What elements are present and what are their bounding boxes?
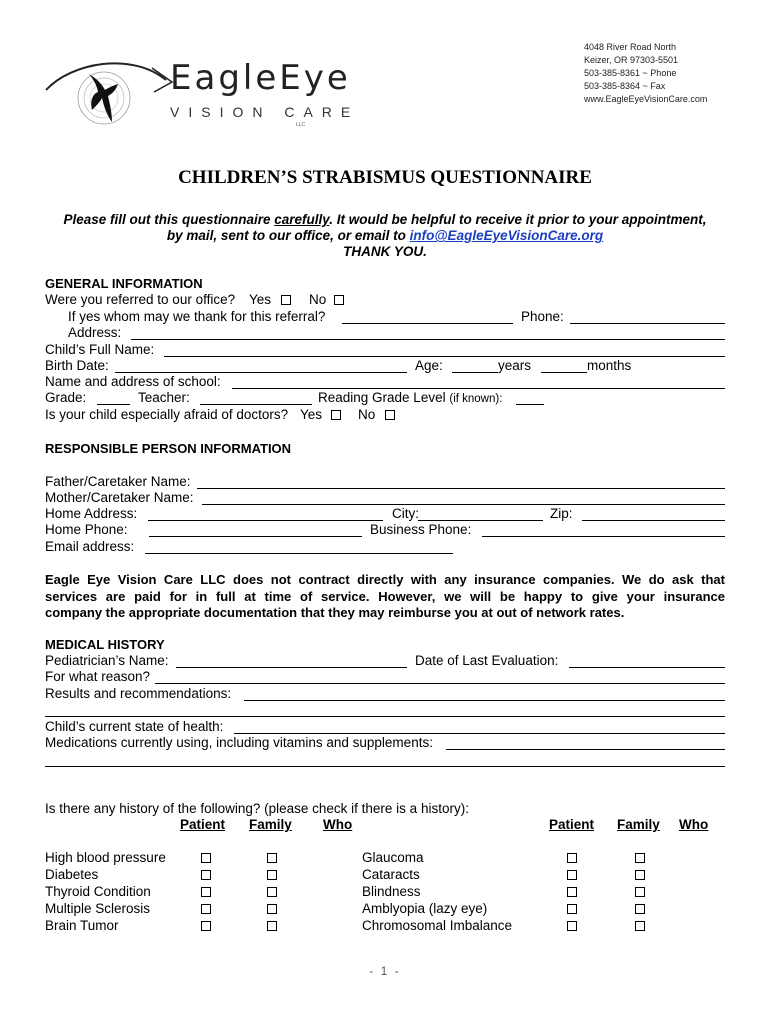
medications-field-line2[interactable] bbox=[45, 766, 725, 767]
family-checkbox[interactable] bbox=[635, 870, 645, 880]
zip-field[interactable] bbox=[582, 520, 725, 521]
mother-label: Mother/Caretaker Name: bbox=[45, 490, 194, 505]
contact-web: www.EagleEyeVisionCare.com bbox=[584, 94, 708, 104]
intro-line2: by mail, sent to our office, or email to bbox=[166, 228, 410, 243]
patient-checkbox[interactable] bbox=[201, 887, 211, 897]
school-field[interactable] bbox=[232, 388, 725, 389]
col-family-right: Family bbox=[617, 817, 660, 832]
logo bbox=[42, 50, 360, 136]
family-checkbox[interactable] bbox=[635, 904, 645, 914]
father-field[interactable] bbox=[197, 488, 725, 489]
patient-checkbox[interactable] bbox=[201, 853, 211, 863]
afraid-yes-label: Yes bbox=[300, 407, 323, 422]
referral-whom-field[interactable] bbox=[342, 323, 513, 324]
referral-address-label: Address: bbox=[68, 325, 122, 340]
col-patient-right: Patient bbox=[549, 817, 595, 832]
patient-checkbox[interactable] bbox=[201, 904, 211, 914]
condition-left: Brain Tumor bbox=[45, 918, 119, 933]
intro-text: Please fill out this questionnaire bbox=[63, 212, 275, 227]
age-years-field[interactable] bbox=[452, 372, 498, 373]
medications-field[interactable] bbox=[446, 749, 725, 750]
last-eval-label: Date of Last Evaluation: bbox=[415, 653, 559, 668]
reading-level-label: Reading Grade Level (if known): bbox=[318, 390, 503, 405]
patient-checkbox[interactable] bbox=[567, 853, 577, 863]
zip-label: Zip: bbox=[550, 506, 573, 521]
col-family-left: Family bbox=[249, 817, 292, 832]
patient-checkbox[interactable] bbox=[201, 921, 211, 931]
birth-date-label: Birth Date: bbox=[45, 358, 109, 373]
reason-field[interactable] bbox=[155, 683, 725, 684]
insurance-line2: services are paid for in full at time of service. However, we will be happy to give your insurance bbox=[45, 588, 725, 604]
referral-whom-label: If yes whom may we thank for this referral? bbox=[68, 309, 326, 324]
history-prompt: Is there any history of the following? (please check if there is a history): bbox=[45, 801, 469, 816]
condition-right: Amblyopia (lazy eye) bbox=[362, 901, 488, 916]
business-phone-field[interactable] bbox=[482, 536, 725, 537]
col-who-right: Who bbox=[679, 817, 709, 832]
family-checkbox[interactable] bbox=[267, 904, 277, 914]
school-label: Name and address of school: bbox=[45, 374, 221, 389]
condition-left: Thyroid Condition bbox=[45, 884, 151, 899]
grade-label: Grade: bbox=[45, 390, 87, 405]
contact-fax: 503-385-8364 ~ Fax bbox=[584, 81, 666, 91]
afraid-question: Is your child especially afraid of doctors? bbox=[45, 407, 289, 422]
results-label: Results and recommendations: bbox=[45, 686, 232, 701]
age-months-field[interactable] bbox=[541, 372, 587, 373]
section-responsible-heading: RESPONSIBLE PERSON INFORMATION bbox=[45, 441, 292, 456]
home-phone-label: Home Phone: bbox=[45, 522, 128, 537]
section-general-heading: GENERAL INFORMATION bbox=[45, 276, 203, 291]
referral-phone-label: Phone: bbox=[521, 309, 564, 324]
section-medical-heading: MEDICAL HISTORY bbox=[45, 637, 165, 652]
logo-name-eye: Eye bbox=[279, 58, 351, 98]
referral-phone-field[interactable] bbox=[570, 323, 725, 324]
insurance-note bbox=[45, 572, 725, 622]
logo-tagline: VISION CARE bbox=[170, 104, 360, 120]
health-label: Child’s current state of health: bbox=[45, 719, 224, 734]
contact-address2: Keizer, OR 97303-5501 bbox=[584, 55, 679, 65]
reading-level-field[interactable] bbox=[516, 404, 544, 405]
age-months-label: months bbox=[587, 358, 632, 373]
patient-checkbox[interactable] bbox=[567, 904, 577, 914]
teacher-label: Teacher: bbox=[138, 390, 190, 405]
referred-no-label: No bbox=[309, 292, 327, 307]
age-label: Age: bbox=[415, 358, 443, 373]
results-field[interactable] bbox=[244, 700, 725, 701]
teacher-field[interactable] bbox=[200, 404, 312, 405]
condition-left: Multiple Sclerosis bbox=[45, 901, 151, 916]
patient-checkbox[interactable] bbox=[567, 887, 577, 897]
pediatrician-field[interactable] bbox=[176, 667, 407, 668]
afraid-no-label: No bbox=[358, 407, 376, 422]
logo-name-eagle: Eagle bbox=[170, 58, 280, 98]
condition-right: Glaucoma bbox=[362, 850, 424, 865]
family-checkbox[interactable] bbox=[267, 887, 277, 897]
family-checkbox[interactable] bbox=[267, 870, 277, 880]
age-years-label: years bbox=[498, 358, 532, 373]
email-link[interactable]: info@EagleEyeVisionCare.org bbox=[409, 228, 604, 243]
patient-checkbox[interactable] bbox=[201, 870, 211, 880]
thank-you: THANK YOU. bbox=[343, 244, 427, 259]
page-title: CHILDREN’S STRABISMUS QUESTIONNAIRE bbox=[178, 167, 592, 188]
referred-question: Were you referred to our office? bbox=[45, 292, 236, 307]
logo-suffix: LLC bbox=[296, 122, 306, 128]
email-address-field[interactable] bbox=[145, 553, 453, 554]
child-name-label: Child’s Full Name: bbox=[45, 342, 155, 357]
child-name-field[interactable] bbox=[164, 356, 725, 357]
condition-right: Blindness bbox=[362, 884, 421, 899]
home-address-field[interactable] bbox=[148, 520, 383, 521]
birth-date-field[interactable] bbox=[115, 372, 407, 373]
home-phone-field[interactable] bbox=[149, 536, 362, 537]
health-field[interactable] bbox=[234, 733, 725, 734]
referred-yes-label: Yes bbox=[249, 292, 272, 307]
intro-text-cont: . It would be helpful to receive it prior to your appointment, bbox=[329, 212, 707, 227]
family-checkbox[interactable] bbox=[635, 921, 645, 931]
referral-address-field[interactable] bbox=[131, 339, 725, 340]
afraid-yes-checkbox[interactable] bbox=[331, 410, 341, 420]
city-field[interactable] bbox=[418, 520, 543, 521]
family-checkbox[interactable] bbox=[635, 853, 645, 863]
contact-block bbox=[584, 41, 707, 106]
business-phone-label: Business Phone: bbox=[370, 522, 472, 537]
last-eval-field[interactable] bbox=[569, 667, 725, 668]
contact-address1: 4048 River Road North bbox=[584, 42, 677, 52]
afraid-no-checkbox[interactable] bbox=[385, 410, 395, 420]
condition-left: High blood pressure bbox=[45, 850, 166, 865]
intro bbox=[0, 212, 770, 260]
col-who-left: Who bbox=[323, 817, 353, 832]
patient-checkbox[interactable] bbox=[567, 921, 577, 931]
family-checkbox[interactable] bbox=[635, 887, 645, 897]
insurance-line3: company the appropriate documentation that they may reimburse you at out of network rates. bbox=[45, 605, 625, 620]
insurance-line1: Eagle Eye Vision Care LLC does not contract directly with any insurance companies. We do ask that bbox=[45, 572, 725, 587]
reason-label: For what reason? bbox=[45, 669, 151, 684]
grade-field[interactable] bbox=[97, 404, 130, 405]
condition-left: Diabetes bbox=[45, 867, 99, 882]
contact-phone: 503-385-8361 ~ Phone bbox=[584, 68, 677, 78]
city-label: City: bbox=[392, 506, 419, 521]
family-checkbox[interactable] bbox=[267, 921, 277, 931]
referred-no-checkbox[interactable] bbox=[334, 295, 344, 305]
email-address-label: Email address: bbox=[45, 539, 135, 554]
page-number: - 1 - bbox=[369, 964, 401, 978]
condition-right: Chromosomal Imbalance bbox=[362, 918, 513, 933]
patient-checkbox[interactable] bbox=[567, 870, 577, 880]
medications-label: Medications currently using, including vitamins and supplements: bbox=[45, 735, 433, 750]
results-field-line2[interactable] bbox=[45, 716, 725, 717]
referred-yes-checkbox[interactable] bbox=[281, 295, 291, 305]
family-checkbox[interactable] bbox=[267, 853, 277, 863]
father-label: Father/Caretaker Name: bbox=[45, 474, 191, 489]
intro-carefully: carefully bbox=[274, 212, 330, 227]
home-address-label: Home Address: bbox=[45, 506, 138, 521]
col-patient-left: Patient bbox=[180, 817, 226, 832]
pediatrician-label: Pediatrician’s Name: bbox=[45, 653, 169, 668]
mother-field[interactable] bbox=[202, 504, 725, 505]
if-known-label: (if known): bbox=[449, 393, 503, 405]
condition-right: Cataracts bbox=[362, 867, 420, 882]
